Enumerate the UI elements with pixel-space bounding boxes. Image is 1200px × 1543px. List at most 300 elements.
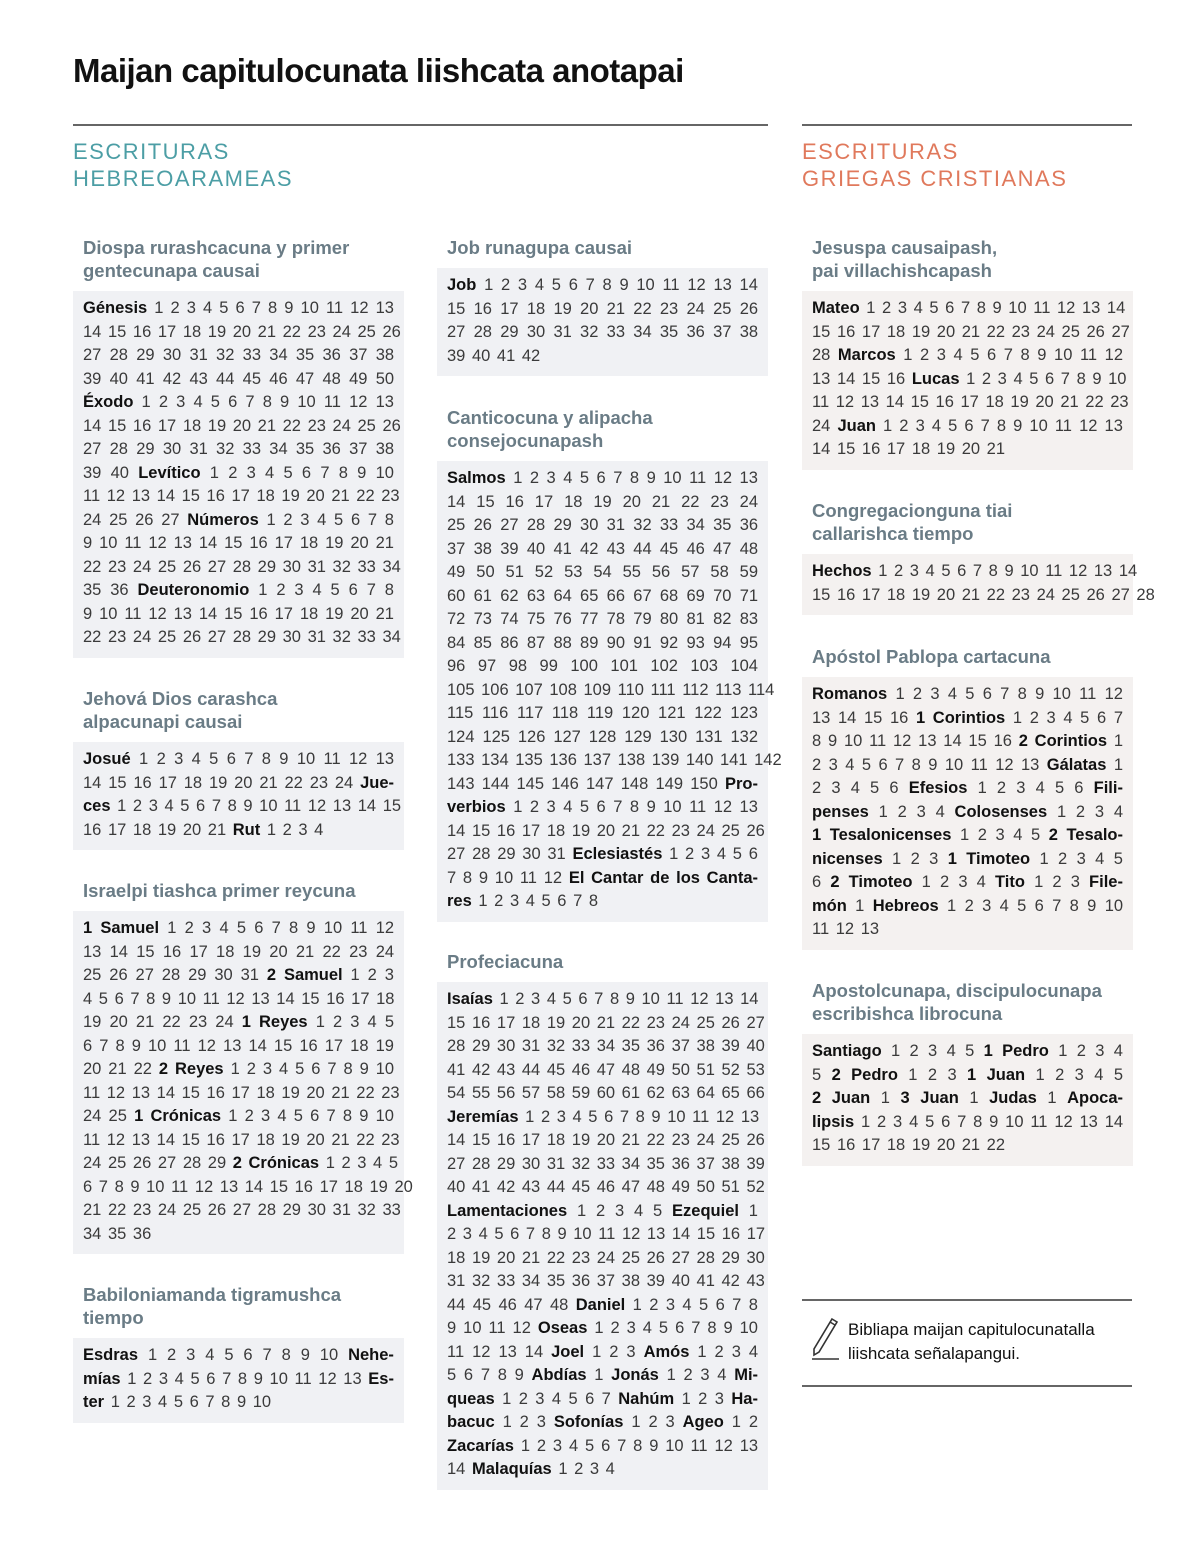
chapter-number[interactable]: 79 <box>633 610 652 628</box>
chapter-number[interactable]: 75 <box>526 610 546 628</box>
chapter-number[interactable]: 8 <box>1020 346 1030 364</box>
chapter-number[interactable]: 8 <box>1017 685 1027 703</box>
chapter-number[interactable]: 2 <box>882 299 892 317</box>
chapter-number[interactable]: 150 <box>690 774 718 793</box>
chapter-number[interactable]: 64 <box>696 1084 715 1102</box>
chapter-number[interactable]: 141 <box>720 751 748 769</box>
chapter-number[interactable]: 24 <box>696 1131 715 1149</box>
chapter-number[interactable]: 102 <box>650 657 678 675</box>
chapter-number[interactable]: 29 <box>207 1154 227 1172</box>
chapter-number[interactable]: 2 <box>367 966 377 984</box>
chapter-number[interactable]: 8 <box>384 581 394 599</box>
chapter-number[interactable]: 2 <box>228 463 238 482</box>
chapter-number[interactable]: 88 <box>553 633 572 652</box>
chapter-number[interactable]: 7 <box>244 750 254 768</box>
chapter-number[interactable]: 6 <box>578 990 588 1008</box>
chapter-number[interactable]: 31 <box>606 516 626 534</box>
chapter-number[interactable]: 31 <box>521 1037 541 1055</box>
chapter-number[interactable]: 4 <box>203 299 213 317</box>
chapter-number[interactable]: 127 <box>553 727 581 746</box>
chapter-number[interactable]: 4 <box>605 1460 615 1478</box>
chapter-number[interactable]: 12 <box>835 920 855 938</box>
chapter-number[interactable]: 45 <box>472 1295 492 1314</box>
chapter-number[interactable]: 6 <box>585 1389 595 1408</box>
chapter-number[interactable]: 16 <box>473 299 492 318</box>
chapter-number[interactable]: 10 <box>297 393 316 411</box>
chapter-number[interactable]: 1 <box>594 1319 604 1337</box>
chapter-number[interactable]: 86 <box>500 633 519 652</box>
chapter-number[interactable]: 20 <box>622 492 641 511</box>
chapter-number[interactable]: 11 <box>812 920 830 938</box>
chapter-number[interactable]: 17 <box>324 1036 344 1055</box>
chapter-number[interactable]: 4 <box>634 1201 644 1220</box>
chapter-number[interactable]: 27 <box>1111 322 1130 341</box>
chapter-number[interactable]: 41 <box>447 1060 466 1079</box>
chapter-number[interactable]: 7 <box>99 1036 109 1055</box>
chapter-number[interactable]: 5 <box>929 299 939 317</box>
chapter-number[interactable]: 4 <box>158 1393 168 1411</box>
chapter-number[interactable]: 2 <box>912 685 923 703</box>
chapter-number[interactable]: 6 <box>510 1225 520 1243</box>
chapter-number[interactable]: 4 <box>83 989 93 1008</box>
chapter-number[interactable]: 10 <box>300 299 319 317</box>
chapter-number[interactable]: 2 <box>332 1013 343 1031</box>
chapter-number[interactable]: 8 <box>227 797 237 815</box>
chapter-number[interactable]: 47 <box>524 1295 543 1314</box>
chapter-number[interactable]: 20 <box>580 299 599 318</box>
chapter-number[interactable]: 129 <box>624 727 652 746</box>
chapter-number[interactable]: 15 <box>864 708 883 727</box>
chapter-number[interactable]: 3 <box>531 990 541 1008</box>
chapter-number[interactable]: 21 <box>596 1013 616 1032</box>
chapter-number[interactable]: 32 <box>216 440 235 458</box>
chapter-number[interactable]: 27 <box>447 845 466 863</box>
chapter-number[interactable]: 1 <box>154 299 164 317</box>
chapter-number[interactable]: 13 <box>1104 416 1123 435</box>
chapter-number[interactable]: 14 <box>447 1460 466 1478</box>
chapter-number[interactable]: 21 <box>1060 393 1079 411</box>
chapter-number[interactable]: 1 <box>892 849 902 868</box>
chapter-number[interactable]: 22 <box>83 628 102 646</box>
chapter-number[interactable]: 2 <box>143 1369 153 1388</box>
chapter-number[interactable]: 19 <box>369 1177 388 1196</box>
chapter-number[interactable]: 2 <box>246 1060 256 1078</box>
chapter-number[interactable]: 31 <box>553 323 572 341</box>
chapter-number[interactable]: 7 <box>1060 369 1070 388</box>
chapter-number[interactable]: 38 <box>621 1272 641 1290</box>
chapter-number[interactable]: 19 <box>325 534 344 552</box>
chapter-number[interactable]: 1 <box>1056 802 1067 821</box>
chapter-number[interactable]: 3 <box>509 892 520 910</box>
chapter-number[interactable]: 8 <box>262 393 272 411</box>
chapter-number[interactable]: 148 <box>620 774 649 793</box>
chapter-number[interactable]: 2 <box>529 798 540 816</box>
chapter-number[interactable]: 1 <box>478 892 488 910</box>
chapter-number[interactable]: 78 <box>606 610 626 628</box>
chapter-number[interactable]: 1 <box>947 896 957 915</box>
chapter-number[interactable]: 2 <box>184 919 194 937</box>
chapter-number[interactable]: 6 <box>243 1346 253 1364</box>
chapter-number[interactable]: 3 <box>262 1060 272 1078</box>
chapter-number[interactable]: 15 <box>447 299 466 318</box>
chapter-number[interactable]: 116 <box>481 704 509 722</box>
chapter-number[interactable]: 66 <box>606 586 626 605</box>
chapter-number[interactable]: 28 <box>161 966 181 984</box>
chapter-number[interactable]: 1 <box>502 1413 512 1431</box>
chapter-number[interactable]: 2 <box>649 1295 659 1314</box>
chapter-number[interactable]: 1 <box>576 1201 587 1220</box>
chapter-number[interactable]: 2 <box>996 779 1007 797</box>
chapter-number[interactable]: 11 <box>598 1225 616 1243</box>
chapter-number[interactable]: 2 <box>877 1112 887 1131</box>
chapter-number[interactable]: 23 <box>1011 585 1030 604</box>
chapter-number[interactable]: 118 <box>551 704 579 722</box>
chapter-number[interactable]: 7 <box>585 276 595 294</box>
chapter-number[interactable]: 32 <box>633 516 652 534</box>
chapter-number[interactable]: 38 <box>473 539 492 558</box>
chapter-number[interactable]: 10 <box>573 1225 592 1243</box>
chapter-number[interactable]: 3 <box>947 1065 957 1084</box>
chapter-number[interactable]: 5 <box>965 1042 975 1060</box>
chapter-number[interactable]: 145 <box>516 774 545 793</box>
chapter-number[interactable]: 7 <box>480 1366 490 1384</box>
chapter-number[interactable]: 13 <box>1093 562 1113 580</box>
chapter-number[interactable]: 5 <box>209 750 219 768</box>
chapter-number[interactable]: 2 <box>920 346 930 364</box>
chapter-number[interactable]: 25 <box>447 516 466 534</box>
chapter-number[interactable]: 16 <box>83 820 102 839</box>
chapter-number[interactable]: 19 <box>593 492 612 511</box>
chapter-number[interactable]: 6 <box>889 779 899 797</box>
chapter-number[interactable]: 33 <box>659 516 679 534</box>
chapter-number[interactable]: 9 <box>1037 346 1047 364</box>
chapter-number[interactable]: 10 <box>375 1060 395 1078</box>
chapter-number[interactable]: 14 <box>524 1342 544 1361</box>
chapter-number[interactable]: 15 <box>107 416 127 435</box>
chapter-number[interactable]: 16 <box>249 534 268 552</box>
chapter-number[interactable]: 31 <box>447 1272 466 1290</box>
chapter-number[interactable]: 52 <box>746 1178 765 1196</box>
chapter-number[interactable]: 18 <box>376 989 395 1008</box>
chapter-number[interactable]: 5 <box>293 1107 303 1125</box>
chapter-number[interactable]: 25 <box>108 1107 127 1125</box>
chapter-number[interactable]: 18 <box>546 1131 566 1149</box>
chapter-number[interactable]: 20 <box>232 416 252 435</box>
chapter-number[interactable]: 17 <box>886 440 906 458</box>
chapter-number[interactable]: 1 <box>878 802 888 821</box>
chapter-number[interactable]: 16 <box>206 1130 225 1149</box>
chapter-number[interactable]: 45 <box>546 1060 566 1079</box>
chapter-number[interactable]: 34 <box>269 440 288 458</box>
chapter-number[interactable]: 109 <box>583 680 612 699</box>
chapter-number[interactable]: 9 <box>646 469 656 487</box>
chapter-number[interactable]: 18 <box>521 1013 541 1032</box>
chapter-number[interactable]: 6 <box>463 1366 474 1384</box>
chapter-number[interactable]: 3 <box>350 1013 360 1031</box>
chapter-number[interactable]: 16 <box>836 1136 856 1154</box>
chapter-number[interactable]: 24 <box>812 416 831 435</box>
chapter-number[interactable]: 17 <box>521 821 541 840</box>
chapter-number[interactable]: 4 <box>563 469 573 487</box>
chapter-number[interactable]: 44 <box>633 539 652 558</box>
chapter-number[interactable]: 14 <box>357 797 377 815</box>
chapter-number[interactable]: 19 <box>546 1013 566 1032</box>
chapter-number[interactable]: 2 <box>518 1389 528 1408</box>
chapter-number[interactable]: 42 <box>162 369 182 388</box>
chapter-number[interactable]: 12 <box>148 604 167 623</box>
chapter-number[interactable]: 22 <box>986 585 1006 604</box>
chapter-number[interactable]: 9 <box>300 1346 310 1364</box>
chapter-number[interactable]: 66 <box>746 1084 765 1102</box>
chapter-number[interactable]: 9 <box>279 750 289 768</box>
chapter-number[interactable]: 6 <box>189 1393 199 1411</box>
chapter-number[interactable]: 20 <box>936 585 956 604</box>
chapter-number[interactable]: 9 <box>236 1393 247 1411</box>
chapter-number[interactable]: 11 <box>689 469 707 487</box>
chapter-number[interactable]: 20 <box>306 1083 325 1102</box>
chapter-number[interactable]: 3 <box>936 346 946 364</box>
chapter-number[interactable]: 22 <box>356 1083 375 1102</box>
chapter-number[interactable]: 3 <box>246 463 256 482</box>
chapter-number[interactable]: 6 <box>311 1060 321 1078</box>
chapter-number[interactable]: 4 <box>909 1112 919 1131</box>
chapter-number[interactable]: 12 <box>226 989 245 1008</box>
chapter-number[interactable]: 7 <box>245 393 255 411</box>
chapter-number[interactable]: 6 <box>812 873 822 891</box>
chapter-number[interactable]: 30 <box>162 346 182 364</box>
chapter-number[interactable]: 26 <box>721 1013 740 1032</box>
chapter-number[interactable]: 8 <box>342 1107 353 1125</box>
chapter-number[interactable]: 2 <box>574 1460 584 1478</box>
chapter-number[interactable]: 12 <box>687 276 706 294</box>
chapter-number[interactable]: 8 <box>588 892 599 910</box>
chapter-number[interactable]: 3 <box>589 1460 600 1478</box>
chapter-number[interactable]: 1 <box>127 1369 137 1388</box>
chapter-number[interactable]: 10 <box>296 750 316 768</box>
chapter-number[interactable]: 15 <box>696 1225 716 1243</box>
chapter-number[interactable]: 128 <box>588 727 617 746</box>
chapter-number[interactable]: 8 <box>268 299 278 317</box>
chapter-number[interactable]: 7 <box>960 299 971 317</box>
chapter-number[interactable]: 5 <box>698 1295 709 1314</box>
chapter-number[interactable]: 21 <box>295 942 315 961</box>
chapter-number[interactable]: 5 <box>579 469 590 487</box>
chapter-number[interactable]: 23 <box>381 1083 400 1102</box>
chapter-number[interactable]: 5 <box>330 581 340 599</box>
chapter-number[interactable]: 3 <box>1094 802 1105 821</box>
chapter-number[interactable]: 20 <box>961 440 981 458</box>
chapter-number[interactable]: 52 <box>534 563 554 581</box>
chapter-number[interactable]: 4 <box>572 1107 582 1126</box>
chapter-number[interactable]: 2 <box>540 1107 551 1126</box>
chapter-number[interactable]: 94 <box>713 633 732 652</box>
chapter-number[interactable]: 87 <box>526 633 546 652</box>
chapter-number[interactable]: 11 <box>692 1107 710 1126</box>
chapter-number[interactable]: 56 <box>651 563 671 581</box>
chapter-number[interactable]: 5 <box>551 276 561 294</box>
chapter-number[interactable]: 1 <box>315 1013 325 1031</box>
chapter-number[interactable]: 2 <box>812 755 822 774</box>
chapter-number[interactable]: 2 <box>282 820 292 839</box>
chapter-number[interactable]: 2 <box>609 1342 619 1361</box>
chapter-number[interactable]: 2 <box>158 393 169 411</box>
chapter-number[interactable]: 12 <box>714 1436 733 1455</box>
chapter-number[interactable]: 16 <box>505 492 524 511</box>
chapter-number[interactable]: 30 <box>282 557 301 576</box>
chapter-number[interactable]: 11 <box>124 604 142 623</box>
chapter-number[interactable]: 30 <box>214 966 233 984</box>
chapter-number[interactable]: 3 <box>997 369 1007 388</box>
chapter-number[interactable]: 13 <box>739 798 758 816</box>
chapter-number[interactable]: 16 <box>294 1177 313 1196</box>
chapter-number[interactable]: 11 <box>689 798 707 816</box>
chapter-number[interactable]: 5 <box>334 510 344 529</box>
chapter-number[interactable]: 12 <box>713 469 733 487</box>
chapter-number[interactable]: 12 <box>318 1369 337 1388</box>
chapter-number[interactable]: 8 <box>988 562 998 580</box>
chapter-number[interactable]: 4 <box>265 463 275 482</box>
chapter-number[interactable]: 3 <box>176 393 186 411</box>
chapter-number[interactable]: 10 <box>636 276 655 294</box>
chapter-number[interactable]: 16 <box>299 1036 318 1055</box>
chapter-number[interactable]: 27 <box>500 516 519 534</box>
chapter-number[interactable]: 29 <box>188 966 207 984</box>
chapter-number[interactable]: 4 <box>314 820 324 839</box>
chapter-number[interactable]: 31 <box>189 346 208 364</box>
chapter-number[interactable]: 4 <box>568 1436 579 1455</box>
chapter-number[interactable]: 21 <box>331 1130 350 1149</box>
chapter-number[interactable]: 1 <box>1039 849 1049 868</box>
chapter-number[interactable]: 6 <box>254 919 264 937</box>
chapter-number[interactable]: 11 <box>323 393 341 411</box>
chapter-number[interactable]: 17 <box>231 1130 250 1149</box>
chapter-number[interactable]: 21 <box>521 1248 541 1267</box>
chapter-number[interactable]: 7 <box>732 1295 742 1314</box>
chapter-number[interactable]: 1 <box>681 1389 691 1408</box>
chapter-number[interactable]: 20 <box>596 821 616 840</box>
chapter-number[interactable]: 24 <box>83 510 102 529</box>
chapter-number[interactable]: 21 <box>331 487 350 505</box>
chapter-number[interactable]: 1 <box>594 1366 604 1384</box>
chapter-number[interactable]: 98 <box>508 657 528 675</box>
chapter-number[interactable]: 40 <box>447 1178 466 1196</box>
chapter-number[interactable]: 59 <box>739 563 759 581</box>
chapter-number[interactable]: 11 <box>488 1319 506 1337</box>
chapter-number[interactable]: 9 <box>359 1060 369 1078</box>
chapter-number[interactable]: 14 <box>838 708 857 727</box>
chapter-number[interactable]: 2 <box>964 896 974 915</box>
chapter-number[interactable]: 1 <box>525 1107 535 1126</box>
chapter-number[interactable]: 18 <box>546 821 566 840</box>
chapter-number[interactable]: 17 <box>960 393 979 411</box>
chapter-number[interactable]: 16 <box>836 585 856 604</box>
chapter-number[interactable]: 33 <box>357 628 376 646</box>
chapter-number[interactable]: 60 <box>447 586 466 605</box>
chapter-number[interactable]: 12 <box>1104 346 1123 364</box>
chapter-number[interactable]: 23 <box>307 322 326 341</box>
chapter-number[interactable]: 3 <box>158 1369 169 1388</box>
chapter-number[interactable]: 6 <box>350 510 361 529</box>
chapter-number[interactable]: 92 <box>659 633 679 652</box>
chapter-number[interactable]: 32 <box>332 628 351 646</box>
chapter-number[interactable]: 12 <box>1054 1112 1073 1131</box>
chapter-number[interactable]: 24 <box>334 773 354 792</box>
chapter-number[interactable]: 3 <box>995 826 1005 844</box>
chapter-number[interactable]: 1 <box>502 1389 512 1408</box>
chapter-number[interactable]: 8 <box>748 1295 758 1314</box>
chapter-number[interactable]: 7 <box>98 1177 108 1196</box>
chapter-number[interactable]: 15 <box>269 1177 289 1196</box>
chapter-number[interactable]: 7 <box>1113 708 1124 727</box>
chapter-number[interactable]: 83 <box>739 610 759 628</box>
chapter-number[interactable]: 31 <box>307 557 326 576</box>
chapter-number[interactable]: 33 <box>596 1154 616 1173</box>
chapter-number[interactable]: 8 <box>609 990 620 1008</box>
chapter-number[interactable]: 19 <box>571 1131 591 1149</box>
chapter-number[interactable]: 17 <box>274 534 293 552</box>
chapter-number[interactable]: 4 <box>219 919 229 937</box>
chapter-number[interactable]: 9 <box>646 798 656 816</box>
chapter-number[interactable]: 7 <box>366 581 376 599</box>
chapter-number[interactable]: 28 <box>1136 585 1155 604</box>
chapter-number[interactable]: 58 <box>710 563 729 581</box>
chapter-number[interactable]: 96 <box>447 657 466 675</box>
chapter-number[interactable]: 21 <box>135 1013 155 1031</box>
chapter-number[interactable]: 14 <box>198 604 218 623</box>
chapter-number[interactable]: 72 <box>447 610 466 628</box>
chapter-number[interactable]: 9 <box>83 604 93 623</box>
chapter-number[interactable]: 43 <box>189 369 208 388</box>
chapter-number[interactable]: 29 <box>257 557 277 576</box>
chapter-number[interactable]: 14 <box>83 416 102 435</box>
chapter-number[interactable]: 26 <box>182 628 202 646</box>
chapter-number[interactable]: 4 <box>563 798 573 816</box>
chapter-number[interactable]: 32 <box>571 1154 591 1173</box>
chapter-number[interactable]: 68 <box>659 586 679 605</box>
chapter-number[interactable]: 27 <box>135 966 154 984</box>
chapter-number[interactable]: 34 <box>596 1037 616 1055</box>
chapter-number[interactable]: 48 <box>621 1060 641 1079</box>
chapter-number[interactable]: 4 <box>277 1107 287 1125</box>
chapter-number[interactable]: 12 <box>835 393 855 411</box>
chapter-number[interactable]: 1 <box>484 276 494 294</box>
chapter-number[interactable]: 11 <box>83 1130 101 1149</box>
chapter-number[interactable]: 5 <box>1030 826 1041 844</box>
chapter-number[interactable]: 2 <box>156 750 166 768</box>
chapter-number[interactable]: 3 <box>1095 1042 1105 1060</box>
chapter-number[interactable]: 10 <box>463 1319 482 1337</box>
chapter-number[interactable]: 6 <box>235 299 245 317</box>
chapter-number[interactable]: 50 <box>476 563 495 581</box>
chapter-number[interactable]: 21 <box>606 299 626 318</box>
chapter-number[interactable]: 22 <box>282 416 301 435</box>
chapter-number[interactable]: 13 <box>83 942 102 961</box>
chapter-number[interactable]: 23 <box>671 821 690 840</box>
chapter-number[interactable]: 6 <box>557 892 567 910</box>
chapter-number[interactable]: 136 <box>549 751 577 769</box>
chapter-number[interactable]: 29 <box>136 346 155 364</box>
chapter-number[interactable]: 35 <box>295 346 315 364</box>
chapter-number[interactable]: 5 <box>941 562 951 580</box>
chapter-number[interactable]: 25 <box>1061 585 1080 604</box>
chapter-number[interactable]: 16 <box>132 322 152 341</box>
chapter-number[interactable]: 25 <box>157 628 177 646</box>
chapter-number[interactable]: 35 <box>621 1037 641 1055</box>
chapter-number[interactable]: 4 <box>850 779 860 797</box>
chapter-number[interactable]: 134 <box>481 751 509 769</box>
chapter-number[interactable]: 6 <box>301 463 312 482</box>
chapter-number[interactable]: 20 <box>350 604 369 623</box>
